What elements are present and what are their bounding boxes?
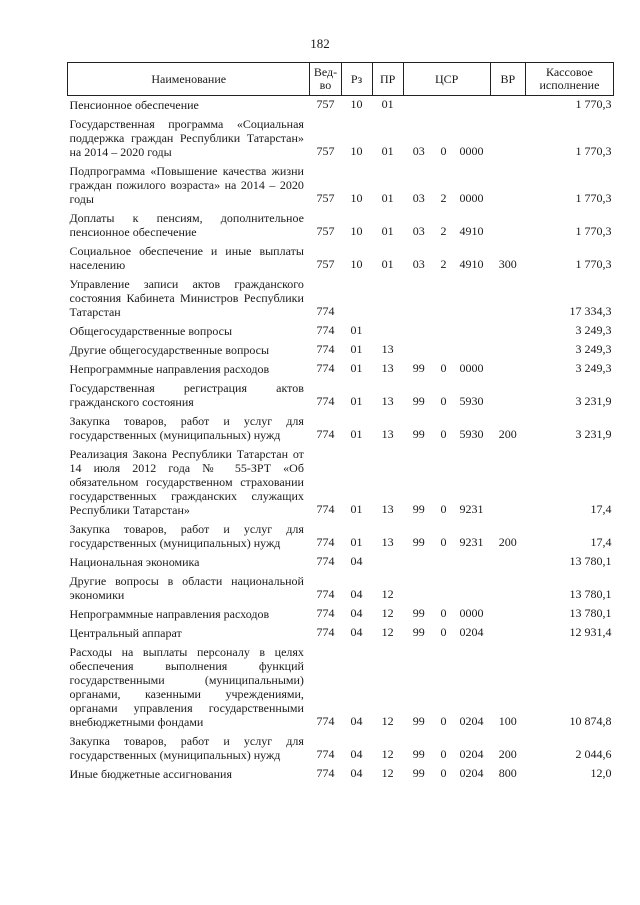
table-row (68, 445, 614, 520)
cell-sum: 17,4 (590, 502, 612, 516)
cell-vr: 200 (498, 747, 517, 761)
cell-csr3 (453, 96, 490, 116)
cell-csr3: 4910 (459, 224, 484, 238)
cell-name: Государственная программа «Социальная поддержка граждан Республики Татарстан» на 2014 – 2020 годы (69, 117, 304, 159)
cell-pr: 13 (381, 535, 394, 549)
cell-csr1: 99 (412, 625, 425, 639)
cell-csr1: 99 (412, 714, 425, 728)
cell-rz: 01 (350, 427, 363, 441)
cell-csr1: 99 (412, 535, 425, 549)
cell-csr2: 0 (440, 766, 447, 780)
cell-sum: 12 931,4 (569, 625, 612, 639)
cell-rz: 01 (350, 394, 363, 408)
cell-csr1: 99 (412, 747, 425, 761)
cell-ved: 774 (316, 535, 335, 549)
header-pr: ПР (372, 63, 403, 96)
cell-rz: 10 (350, 144, 363, 158)
table-row (68, 209, 614, 242)
cell-name: Непрограммные направления расходов (69, 607, 270, 621)
page-number: 182 (310, 36, 330, 51)
cell-pr: 01 (381, 144, 394, 158)
cell-pr: 12 (381, 625, 394, 639)
cell-pr: 01 (381, 257, 394, 271)
cell-rz: 04 (350, 625, 363, 639)
cell-sum: 1 770,3 (575, 97, 612, 111)
cell-ved: 757 (316, 97, 335, 111)
table-row (68, 322, 614, 341)
cell-ved: 774 (316, 304, 335, 318)
cell-name: Государственная регистрация актов гражданского состояния (69, 381, 304, 409)
cell-sum: 10 874,8 (569, 714, 612, 728)
cell-csr2 (434, 553, 453, 572)
cell-name: Другие общегосударственные вопросы (69, 343, 270, 357)
cell-vr (490, 605, 525, 624)
cell-sum: 12,0 (590, 766, 612, 780)
cell-pr: 12 (381, 747, 394, 761)
cell-csr1: 99 (412, 606, 425, 620)
cell-csr2: 0 (440, 714, 447, 728)
table-row (68, 624, 614, 643)
cell-csr3: 5930 (459, 427, 484, 441)
cell-sum: 3 249,3 (575, 323, 612, 337)
cell-name: Центральный аппарат (69, 626, 182, 640)
cell-csr3 (453, 341, 490, 360)
cell-csr1: 03 (412, 191, 425, 205)
cell-csr2: 0 (440, 606, 447, 620)
cell-rz (341, 275, 372, 322)
cell-csr2: 0 (440, 747, 447, 761)
cell-rz: 01 (350, 342, 363, 356)
table-header (68, 63, 614, 96)
header-sum: Кассовое исполнение (525, 63, 613, 96)
cell-csr2 (434, 572, 453, 605)
cell-vr (490, 96, 525, 116)
cell-csr2: 0 (440, 144, 447, 158)
cell-csr2: 2 (440, 224, 447, 238)
table-row (68, 572, 614, 605)
cell-ved: 757 (316, 191, 335, 205)
cell-name: Пенсионное обеспечение (69, 98, 199, 112)
cell-ved: 774 (316, 427, 335, 441)
cell-pr: 13 (381, 502, 394, 516)
cell-csr3: 0000 (459, 606, 484, 620)
cell-vr: 300 (498, 257, 517, 271)
table-row (68, 360, 614, 379)
cell-name: Доплаты к пенсиям, дополнительное пенсионное обеспечение (69, 211, 304, 239)
cell-rz: 04 (350, 606, 363, 620)
cell-ved: 774 (316, 587, 335, 601)
cell-csr1 (403, 572, 434, 605)
cell-csr3 (453, 572, 490, 605)
cell-sum: 1 770,3 (575, 144, 612, 158)
cell-ved: 774 (316, 625, 335, 639)
cell-ved: 774 (316, 714, 335, 728)
table-row (68, 765, 614, 784)
cell-name: Непрограммные направления расходов (69, 362, 270, 376)
cell-vr (490, 624, 525, 643)
cell-csr3 (453, 275, 490, 322)
cell-ved: 774 (316, 554, 335, 568)
cell-csr3: 9231 (459, 535, 484, 549)
cell-sum: 1 770,3 (575, 191, 612, 205)
cell-ved: 774 (316, 766, 335, 780)
cell-sum: 13 780,1 (569, 554, 612, 568)
table-row (68, 115, 614, 162)
cell-csr3: 4910 (459, 257, 484, 271)
cell-name: Закупка товаров, работ и услуг для государственных (муниципальных) нужд (69, 734, 304, 762)
cell-csr3: 0000 (459, 361, 484, 375)
cell-pr: 13 (381, 342, 394, 356)
cell-pr (372, 553, 403, 572)
cell-ved: 757 (316, 257, 335, 271)
table-row (68, 275, 614, 322)
cell-csr1: 03 (412, 257, 425, 271)
cell-name: Управление записи актов гражданского состояния Кабинета Министров Республики Татарстан (69, 277, 304, 319)
table-row (68, 162, 614, 209)
cell-csr1: 03 (412, 144, 425, 158)
cell-sum: 3 249,3 (575, 361, 612, 375)
cell-csr2: 0 (440, 625, 447, 639)
cell-csr1: 99 (412, 394, 425, 408)
cell-pr: 13 (381, 361, 394, 375)
cell-name: Социальное обеспечение и иные выплаты населению (69, 244, 304, 272)
cell-sum: 17,4 (590, 535, 612, 549)
cell-pr: 12 (381, 606, 394, 620)
table-row (68, 96, 614, 116)
cell-vr (490, 322, 525, 341)
cell-ved: 774 (316, 342, 335, 356)
cell-rz: 10 (350, 257, 363, 271)
cell-name: Национальная экономика (69, 555, 200, 569)
cell-ved: 757 (316, 144, 335, 158)
cell-csr1: 99 (412, 766, 425, 780)
cell-ved: 774 (316, 361, 335, 375)
header-rz: Рз (341, 63, 372, 96)
table-row (68, 732, 614, 765)
cell-csr3 (453, 553, 490, 572)
cell-vr (490, 341, 525, 360)
cell-pr: 12 (381, 766, 394, 780)
cell-pr: 13 (381, 394, 394, 408)
header-csr: ЦСР (403, 63, 490, 96)
cell-ved: 774 (316, 747, 335, 761)
cell-csr2: 0 (440, 427, 447, 441)
cell-vr: 800 (498, 766, 517, 780)
table-body (68, 96, 614, 785)
header-vr: ВР (490, 63, 525, 96)
cell-sum: 3 231,9 (575, 427, 612, 441)
cell-vr (490, 572, 525, 605)
cell-sum: 3 249,3 (575, 342, 612, 356)
cell-csr2 (434, 322, 453, 341)
header-name: Наименование (68, 63, 310, 96)
cell-name: Закупка товаров, работ и услуг для государственных (муниципальных) нужд (69, 522, 304, 550)
cell-rz: 10 (350, 191, 363, 205)
cell-csr1 (403, 322, 434, 341)
cell-csr3: 0204 (459, 714, 484, 728)
table-row (68, 643, 614, 732)
cell-sum: 17 334,3 (569, 304, 612, 318)
cell-csr3: 0204 (459, 766, 484, 780)
cell-csr1 (403, 553, 434, 572)
cell-sum: 13 780,1 (569, 606, 612, 620)
cell-csr2: 0 (440, 361, 447, 375)
cell-csr3: 0000 (459, 191, 484, 205)
table-row (68, 242, 614, 275)
cell-rz: 01 (350, 323, 363, 337)
cell-vr: 200 (498, 535, 517, 549)
cell-csr2 (434, 275, 453, 322)
cell-ved: 774 (316, 606, 335, 620)
cell-csr2: 0 (440, 394, 447, 408)
cell-pr (372, 275, 403, 322)
cell-rz: 04 (350, 766, 363, 780)
cell-csr1: 99 (412, 427, 425, 441)
table-row (68, 553, 614, 572)
cell-sum: 1 770,3 (575, 224, 612, 238)
cell-rz: 01 (350, 535, 363, 549)
cell-ved: 774 (316, 502, 335, 516)
cell-vr: 200 (498, 427, 517, 441)
cell-name: Расходы на выплаты персоналу в целях обеспечения выполнения функций государственными (муниципальными) органами, казенными учреждениями, органами управления государственными внебюджетными фондами (69, 645, 304, 729)
cell-csr3: 0000 (459, 144, 484, 158)
cell-csr2: 0 (440, 502, 447, 516)
cell-rz: 04 (350, 714, 363, 728)
cell-pr: 13 (381, 427, 394, 441)
cell-sum: 13 780,1 (569, 587, 612, 601)
cell-pr: 01 (381, 191, 394, 205)
cell-vr: 100 (498, 714, 517, 728)
cell-csr3: 9231 (459, 502, 484, 516)
cell-sum: 1 770,3 (575, 257, 612, 271)
cell-pr (372, 322, 403, 341)
cell-csr2: 0 (440, 535, 447, 549)
cell-vr (490, 379, 525, 412)
cell-csr1 (403, 275, 434, 322)
cell-csr3 (453, 322, 490, 341)
cell-ved: 774 (316, 394, 335, 408)
cell-csr2: 2 (440, 191, 447, 205)
cell-vr (490, 162, 525, 209)
cell-csr2 (434, 341, 453, 360)
cell-pr: 01 (381, 224, 394, 238)
cell-csr2: 2 (440, 257, 447, 271)
cell-ved: 774 (316, 323, 335, 337)
cell-vr (490, 275, 525, 322)
cell-rz: 01 (350, 502, 363, 516)
table-row (68, 520, 614, 553)
cell-name: Иные бюджетные ассигнования (69, 767, 232, 781)
cell-rz: 04 (350, 587, 363, 601)
cell-csr1 (403, 341, 434, 360)
cell-sum: 2 044,6 (575, 747, 612, 761)
cell-name: Реализация Закона Республики Татарстан от 14 июля 2012 года № 55-ЗРТ «Об обязательном государственном страховании государственных гражданских служащих Республики Татарстан» (69, 447, 304, 517)
cell-csr1 (403, 96, 434, 116)
cell-vr (490, 360, 525, 379)
cell-csr1: 99 (412, 361, 425, 375)
cell-csr2 (434, 96, 453, 116)
budget-table (67, 62, 614, 784)
cell-rz: 04 (350, 747, 363, 761)
cell-vr (490, 209, 525, 242)
cell-csr3: 0204 (459, 625, 484, 639)
cell-csr3: 5930 (459, 394, 484, 408)
cell-pr: 12 (381, 587, 394, 601)
cell-name: Общегосударственные вопросы (69, 324, 233, 338)
cell-name: Закупка товаров, работ и услуг для государственных (муниципальных) нужд (69, 414, 304, 442)
cell-vr (490, 553, 525, 572)
cell-vr (490, 445, 525, 520)
cell-rz: 10 (350, 97, 363, 111)
cell-pr: 12 (381, 714, 394, 728)
table-row (68, 412, 614, 445)
table-row (68, 341, 614, 360)
cell-rz: 04 (350, 554, 363, 568)
cell-csr1: 03 (412, 224, 425, 238)
cell-ved: 757 (316, 224, 335, 238)
table-row (68, 605, 614, 624)
cell-csr3: 0204 (459, 747, 484, 761)
cell-vr (490, 115, 525, 162)
table-row (68, 379, 614, 412)
cell-rz: 10 (350, 224, 363, 238)
cell-rz: 01 (350, 361, 363, 375)
cell-csr1: 99 (412, 502, 425, 516)
cell-sum: 3 231,9 (575, 394, 612, 408)
header-ved: Вед-во (310, 63, 341, 96)
cell-name: Подпрограмма «Повышение качества жизни граждан пожилого возраста» на 2014 – 2020 годы (69, 164, 304, 206)
cell-pr: 01 (381, 97, 394, 111)
cell-name: Другие вопросы в области национальной экономики (69, 574, 304, 602)
